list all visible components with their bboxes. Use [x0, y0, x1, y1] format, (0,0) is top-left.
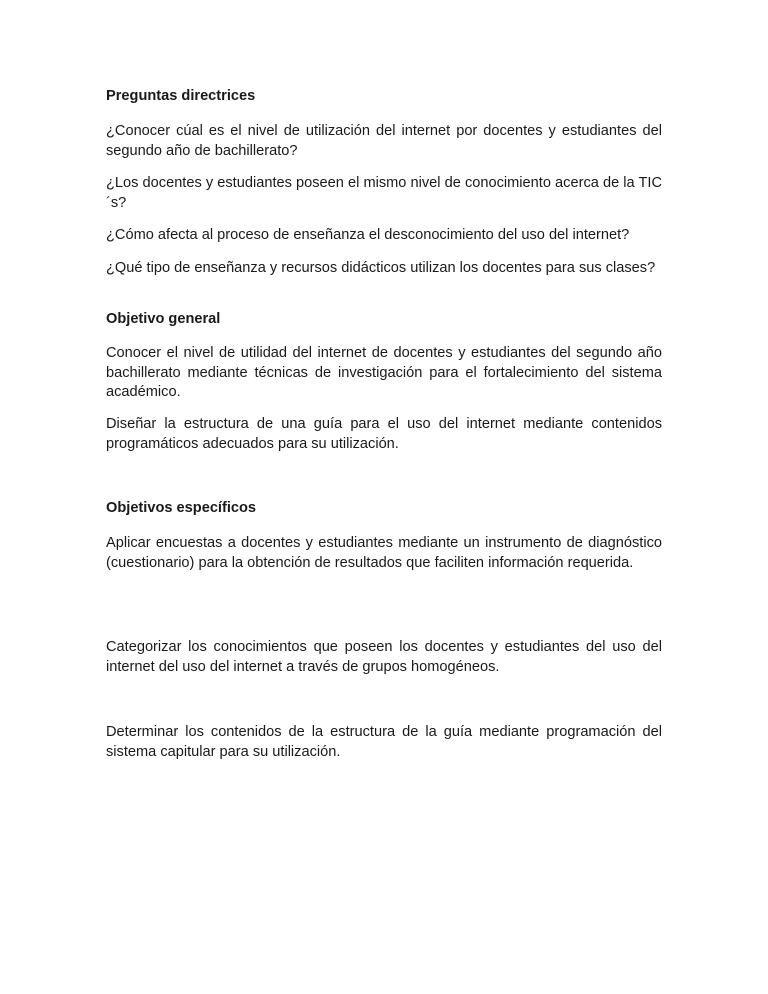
question-1: ¿Conocer cúal es el nivel de utilización del internet por docentes y estudiantes del segundo año de bachillerato? — [106, 123, 662, 159]
heading-objetivos-especificos: Objetivos específicos — [106, 500, 257, 516]
objetivo-general-paragraph-1: Conocer el nivel de utilidad del internet de docentes y estudiantes del segundo año bachillerato mediante técnicas de investigación para el fortalecimiento del sistema académico. — [106, 345, 662, 400]
objetivo-especifico-3: Determinar los contenidos de la estructura de la guía mediante programación del sistema capitular para su utilización. — [106, 724, 662, 760]
heading-preguntas-directrices: Preguntas directrices — [106, 88, 256, 104]
question-2: ¿Los docentes y estudiantes poseen el mismo nivel de conocimiento acerca de la TIC´s? — [106, 175, 662, 211]
heading-objetivo-general: Objetivo general — [106, 311, 221, 327]
objetivo-especifico-2: Categorizar los conocimientos que poseen los docentes y estudiantes del uso del internet del uso del internet a través de grupos homogéneos. — [106, 639, 662, 675]
question-3: ¿Cómo afecta al proceso de enseñanza el desconocimiento del uso del internet? — [106, 227, 630, 243]
objetivo-general-paragraph-2: Diseñar la estructura de una guía para el uso del internet mediante contenidos programáticos adecuados para su utilización. — [106, 416, 662, 452]
objetivo-especifico-1: Aplicar encuestas a docentes y estudiantes mediante un instrumento de diagnóstico (cuestionario) para la obtención de resultados que faciliten información requerida. — [106, 535, 662, 571]
question-4: ¿Qué tipo de enseñanza y recursos didácticos utilizan los docentes para sus clases? — [106, 260, 656, 276]
